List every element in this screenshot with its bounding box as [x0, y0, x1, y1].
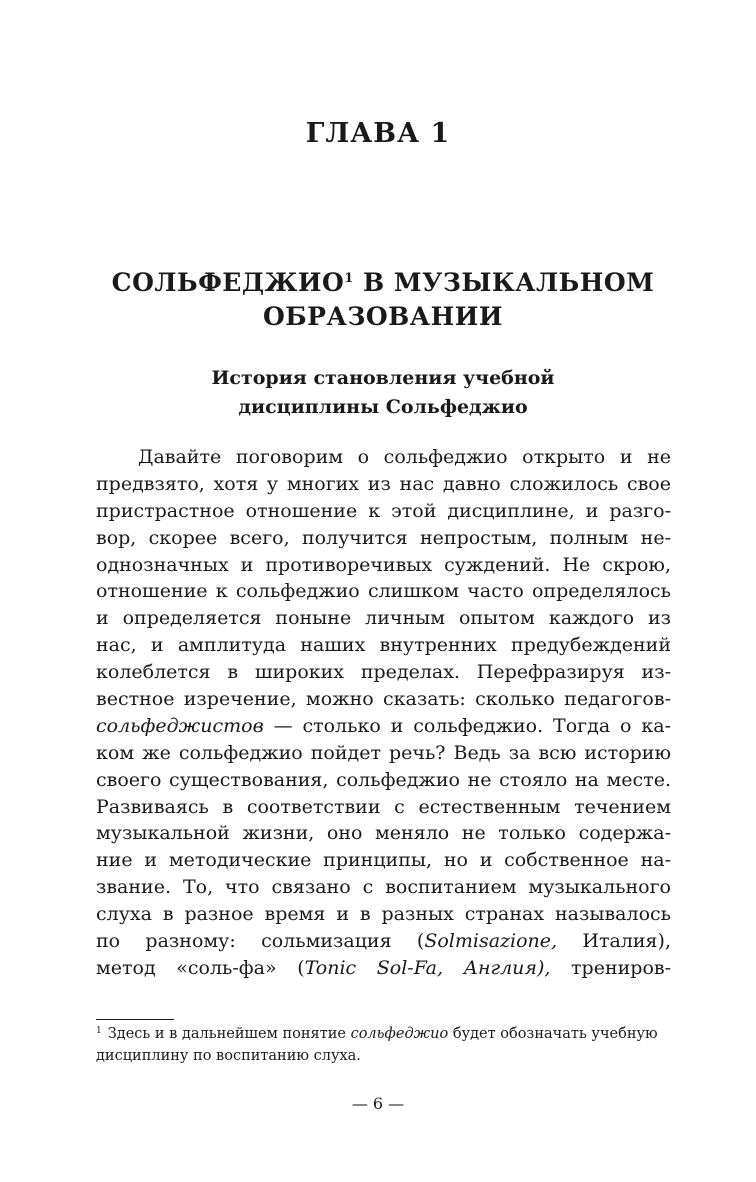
body-text	[96, 444, 671, 982]
footnote-divider	[96, 1019, 174, 1020]
section-title	[60, 266, 706, 334]
chapter-heading: ГЛАВА 1	[305, 118, 451, 149]
footnote-line-1: $^1$ Здесь и в дальнейшем понятие сольфеджио будет обозначать учебную	[96, 1026, 658, 1042]
page-number: — 6 —	[351, 1094, 405, 1113]
footnote	[96, 1023, 671, 1067]
body-line: вор, скорее всего, получится непростым, полным не-	[96, 526, 671, 549]
body-line: слуха в разное время и в разных странах называлось	[96, 903, 671, 926]
italic-term: сольфеджио	[350, 1026, 449, 1042]
body-line: Развиваясь в соответствии с естественным течением	[96, 795, 671, 818]
italic-term: сольфеджистов	[96, 714, 264, 737]
body-line: и определяется поныне личным опытом каждого из	[96, 607, 671, 630]
subsection-title-line-2: дисциплины Сольфеджио	[238, 396, 528, 418]
body-line: Давайте поговорим о сольфеджио открыто и не	[138, 446, 671, 468]
body-line: музыкальной жизни, оно меняло не только содержа-	[96, 822, 671, 845]
body-line: колеблется в широких пределах. Перефразируя из-	[96, 661, 671, 684]
section-title-line-2: ОБРАЗОВАНИИ	[263, 302, 503, 331]
footnote-line-2: дисциплину по воспитанию слуха.	[96, 1048, 361, 1064]
body-line: звание. То, что связано с воспитанием музыкального	[96, 876, 671, 899]
body-line: пристрастное отношение к этой дисциплине, и разго-	[96, 499, 671, 522]
italic-term: Tonic Sol-Fa,	[304, 956, 443, 979]
body-line: по разному: сольмизация (Solmisazione, Италия),	[96, 930, 671, 953]
italic-term: Solmisazione,	[424, 930, 558, 953]
body-line: предвзято, хотя у многих из нас давно сложилось свое	[96, 472, 671, 495]
body-line: своего существования, сольфеджио не стояло на месте.	[96, 768, 671, 791]
subsection-title	[60, 364, 706, 422]
footnote-reference: 1	[344, 271, 354, 286]
subsection-title-line-1: История становления учебной	[211, 367, 555, 389]
section-title-line-1: СОЛЬФЕДЖИО$^1$ В МУЗЫКАЛЬНОМ	[111, 268, 655, 297]
footnote-number: 1	[96, 1026, 102, 1036]
body-line: ком же сольфеджио пойдет речь? Ведь за всю историю	[96, 741, 671, 764]
body-line: ние и методические принципы, но и собственное на-	[96, 849, 671, 872]
body-line: нас, и амплитуда наших внутренних предубеждений	[96, 634, 671, 657]
body-line: вестное изречение, можно сказать: сколько педагогов-	[96, 688, 671, 711]
body-line: однозначных и противоречивых суждений. Не скрою,	[96, 553, 671, 576]
body-line: метод «соль-фа» (Tonic Sol-Fa, Англия), трениров-	[96, 956, 671, 979]
body-line: сольфеджистов — столько и сольфеджио. Тогда о ка-	[96, 714, 671, 737]
body-line: отношение к сольфеджио слишком часто определялось	[96, 580, 671, 603]
